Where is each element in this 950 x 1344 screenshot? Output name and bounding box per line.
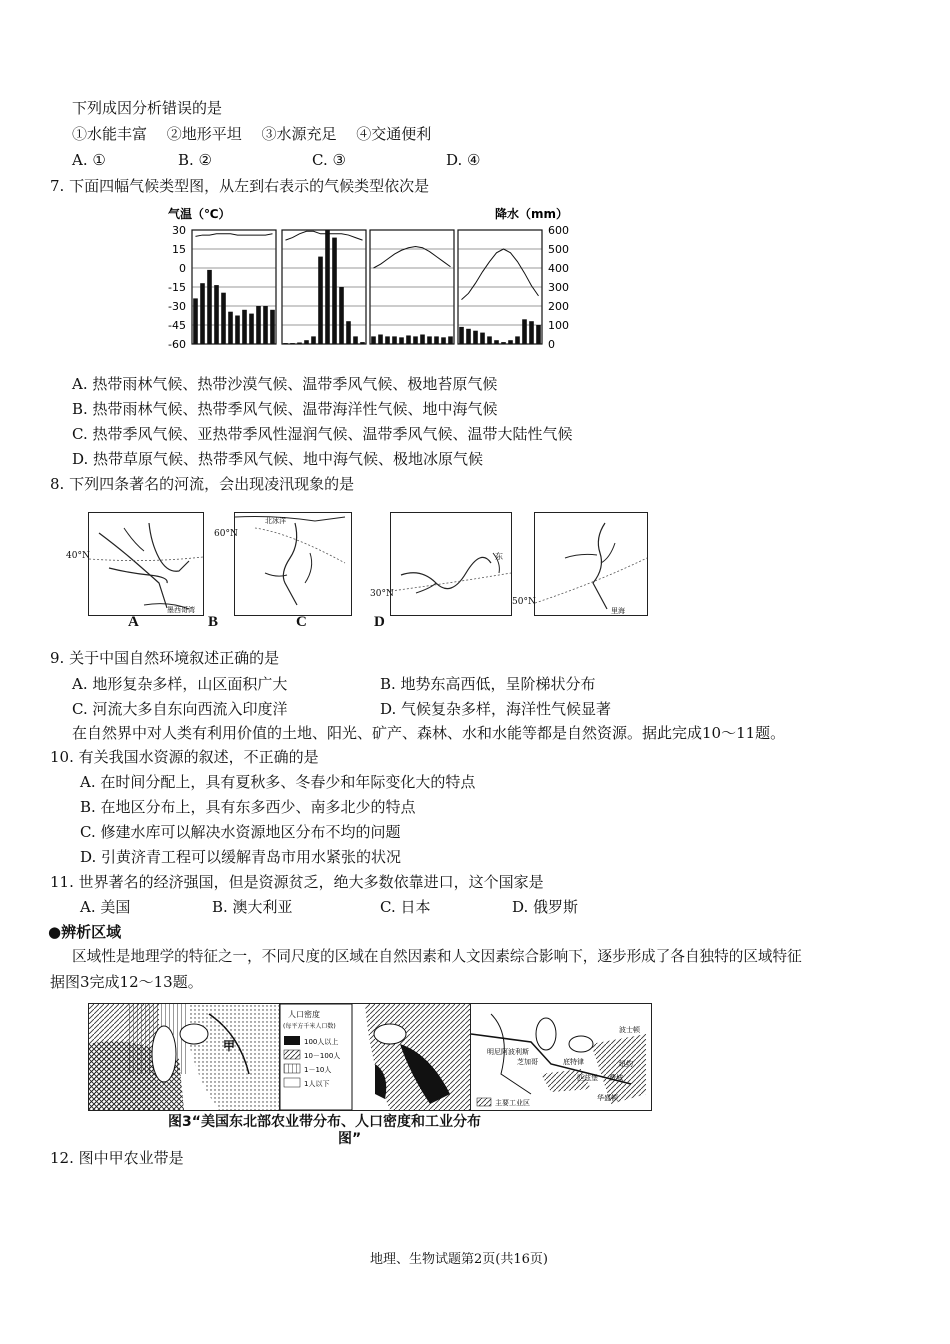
precip-bar [270,310,275,344]
river-map-d [534,512,648,616]
city-washington: 华盛顿 [597,1094,618,1102]
precip-bar [332,238,337,344]
fig3-industry-map [470,1003,652,1111]
precip-bar [494,340,499,344]
precip-bar [385,336,390,344]
precip-bar [242,310,247,344]
precip-bar [378,335,383,345]
precip-bar [346,321,351,344]
legend-item-3: 1－10人 [304,1066,332,1074]
precip-bar [325,230,330,344]
fig3-population-map [279,1003,471,1111]
q7-option-b: B. 热带雨林气候、热带季风气候、温带海洋性气候、地中海气候 [72,400,498,418]
precip-bar [353,336,358,344]
precip-bar [406,335,411,344]
precip-bar [536,325,541,344]
precip-tick-label: 600 [548,224,569,237]
precip-tick-label: 400 [548,262,569,275]
precip-bar [441,337,446,344]
precip-bar [371,336,376,344]
precip-bar [448,336,453,344]
river-map-d-svg [535,513,647,615]
precip-bar [235,316,240,345]
temp-axis-title: 气温（℃） [168,207,231,221]
city-philadelphia: 费城 [609,1074,623,1082]
legend-item-4: 1人以下 [304,1080,330,1088]
precip-bar [290,343,295,344]
temp-tick-label: 0 [179,262,186,275]
precip-tick-label: 500 [548,243,569,256]
precip-bar [283,343,288,344]
precip-axis-title: 降水（mm） [495,207,569,221]
q11-choice-b: B. 澳大利亚 [212,898,293,916]
precip-bar [193,298,198,344]
q9-option-b: B. 地势东高西低，呈阶梯状分布 [380,675,596,693]
river-map-c-svg [391,513,511,615]
temp-tick-label: -30 [168,300,186,313]
map-label-a: A [128,614,139,630]
q6-choice-b: B. ② [178,151,213,169]
city-detroit: 底特律 [563,1058,584,1066]
fig3-industry-svg [471,1004,651,1110]
q7-option-c: C. 热带季风气候、亚热带季风性湿润气候、温带季风气候、温带大陆性气候 [72,425,573,443]
precip-bar [249,314,254,344]
precip-bar [339,287,344,344]
city-newyork: 纽约 [619,1060,633,1068]
precip-bar [487,336,492,344]
precip-tick-label: 100 [548,319,569,332]
precip-bar [501,342,506,344]
q10-option-b: B. 在地区分布上，具有东多西少、南多北少的特点 [80,798,416,816]
industry-legend: 主要工业区 [495,1099,530,1107]
map-b-lat-label: 60°N [214,529,238,539]
legend-title: 人口密度 [288,1010,320,1019]
map-a-lat-label: 40°N [66,551,90,561]
precip-bar [515,336,520,344]
city-chicago: 芝加哥 [517,1058,538,1066]
fig3-caption-line2: 图” [338,1131,362,1147]
q11-choice-c: C. 日本 [380,898,431,916]
fig3-agri-map [88,1003,280,1111]
q12-stem: 12. 图中甲农业带是 [50,1149,184,1167]
precip-bar [434,336,439,344]
q10-option-a: A. 在时间分配上，具有夏秋多、冬春少和年际变化大的特点 [80,773,476,791]
precip-bar [263,306,268,344]
map-label-b: B [208,614,219,630]
precip-tick-label: 0 [548,338,555,351]
map-b-ocean-label: 北冰洋 [265,517,286,525]
fig3-caption-line1: 图3“美国东北部农业带分布、人口密度和工业分布 [168,1114,481,1130]
precip-tick-label: 200 [548,300,569,313]
precip-bar [413,336,418,344]
q7-option-d: D. 热带草原气候、热带季风气候、地中海气候、极地冰原气候 [72,450,484,468]
precip-bar [392,336,397,344]
temp-tick-label: -60 [168,338,186,351]
q9-stem: 9. 关于中国自然环境叙述正确的是 [50,649,280,667]
q10-option-d: D. 引黄济青工程可以缓解青岛市用水紧张的状况 [80,848,402,866]
map-c-sea-label: 东 [495,552,503,561]
map-label-c: C [296,614,307,630]
q9-option-a: A. 地形复杂多样，山区面积广大 [72,675,288,693]
q6-stem: 下列成因分析错误的是 [72,99,223,117]
city-minneapolis: 明尼阿波利斯 [487,1048,529,1056]
section-para1: 区域性是地理学的特征之一，不同尺度的区域在自然因素和人文因素综合影响下，逐步形成了各自独特的区域特征 [72,948,802,965]
precip-bar [522,319,527,344]
precip-bar [221,293,226,344]
map-d-sea-label: 里海 [611,607,625,615]
q9-option-c: C. 河流大多自东向西流入印度洋 [72,700,288,718]
temp-tick-label: -45 [168,319,186,332]
precip-bar [228,312,233,344]
q11-choice-a: A. 美国 [80,898,131,916]
map-label-d: D [374,614,385,630]
precip-bar [399,337,404,344]
precip-tick-label: 300 [548,281,569,294]
river-map-a-svg [89,513,203,615]
precip-ticks [548,224,569,351]
precip-bar [427,336,432,344]
q7-stem: 7. 下面四幅气候类型图，从左到右表示的气候类型依次是 [50,177,430,195]
river-map-b [234,512,352,616]
temp-tick-label: 30 [172,224,186,237]
climate-charts [160,204,580,354]
q6-choice-c: C. ③ [312,151,346,169]
precip-bar [297,342,302,344]
precip-bar [473,331,478,344]
temp-ticks [168,224,186,351]
map-a-gulf-label: 墨西哥湾 [167,606,195,614]
river-map-b-svg [235,513,351,615]
section-para2: 据图3完成12～13题。 [50,973,203,991]
q8-stem: 8. 下列四条著名的河流，会出现凌汛现象的是 [50,475,355,493]
precip-bar [256,306,261,344]
q7-option-a: A. 热带雨林气候、热带沙漠气候、温带季风气候、极地苔原气候 [72,375,498,393]
precip-bar [311,336,316,344]
precip-bar [214,285,219,344]
precip-bar [360,342,365,344]
precip-bar [508,340,513,344]
precip-bar [480,333,485,344]
legend-item-2: 10－100人 [304,1052,341,1060]
q10-option-c: C. 修建水库可以解决水资源地区分布不均的问题 [80,823,401,841]
legend-item-1: 100人以上 [304,1038,339,1046]
precip-bar [318,257,323,344]
precip-bar [420,335,425,345]
temp-tick-label: 15 [172,243,186,256]
agri-belt-jia-label: 甲 [223,1039,236,1053]
page-footer: 地理、生物试题第2页(共16页) [370,1252,548,1267]
q6-choice-d: D. ④ [446,151,481,169]
temp-tick-label: -15 [168,281,186,294]
q6-choice-a: A. ① [72,151,106,169]
river-map-c [390,512,512,616]
q9-option-d: D. 气候复杂多样，海洋性气候显著 [380,700,612,718]
precip-bar [466,329,471,344]
section-title: ●辨析区域 [48,923,122,941]
q11-stem: 11. 世界著名的经济强国，但是资源贫乏，绝大多数依靠进口，这个国家是 [50,873,544,891]
city-pittsburgh: 匹兹堡 [577,1074,598,1082]
precip-bar [304,340,309,344]
fig3-population-svg [280,1004,470,1110]
river-map-a [88,512,204,616]
fig3-agri-svg [89,1004,279,1110]
map-c-lat-label: 30°N [370,589,394,599]
precip-bar [529,321,534,344]
resource-intro: 在自然界中对人类有利用价值的土地、阳光、矿产、森林、水和水能等都是自然资源。据此完成10～11题。 [72,724,786,742]
map-d-lat-label: 50°N [512,597,536,607]
climate-panels [192,230,542,344]
precip-bar [207,270,212,344]
climate-chart-svg [160,204,580,354]
q10-stem: 10. 有关我国水资源的叙述，不正确的是 [50,748,319,766]
city-boston: 波士顿 [619,1026,640,1034]
legend-subtitle: (每平方千米人口数) [283,1023,336,1030]
q11-choice-d: D. 俄罗斯 [512,898,579,916]
q6-options-line: ①水能丰富 ②地形平坦 ③水源充足 ④交通便利 [72,125,432,143]
precip-bar [459,327,464,344]
precip-bar [200,283,205,344]
